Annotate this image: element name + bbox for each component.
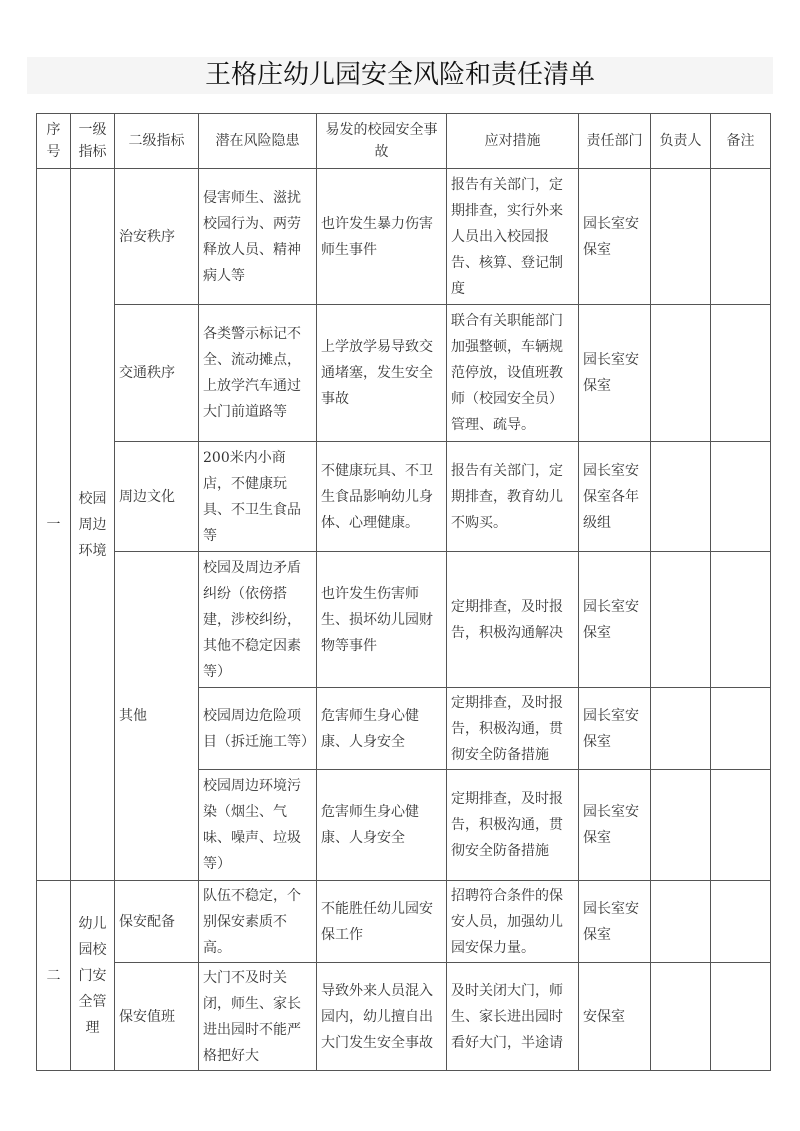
measure-cell: 定期排查，及时报告，积极沟通，贯彻安全防备措施 (447, 688, 579, 770)
measure-cell: 定期排查，及时报告，积极沟通解决 (447, 552, 579, 688)
accident-text: 导致外来人员混入园内，幼儿擅自出大门发生安全事故 (321, 982, 433, 1051)
person-cell (651, 442, 711, 552)
risk-cell: 各类警示标记不全、流动摊点，上放学汽车通过大门前道路等 (199, 305, 317, 442)
person-cell (651, 963, 711, 1071)
risk-cell: 200米内小商店，不健康玩具、不卫生食品等 (199, 442, 317, 552)
table-row (37, 442, 771, 552)
level2-indicator: 保安配备 (115, 881, 199, 963)
measure-cell: 联合有关职能部门加强整顿，车辆规范停放，设值班教师（校园安全员）管理、疏导。 (447, 305, 579, 442)
risk-cell (199, 963, 317, 1071)
dept-cell: 园长室安保室 (579, 770, 651, 881)
table-row (37, 305, 771, 442)
dept-cell: 园长室安保室 (579, 552, 651, 688)
note-cell (711, 770, 771, 881)
table-row (37, 881, 771, 963)
dept-cell: 园长室安保室各年级组 (579, 442, 651, 552)
person-cell (651, 552, 711, 688)
accident-cell: 也许发生暴力伤害师生事件 (317, 169, 447, 305)
person-cell (651, 688, 711, 770)
header-measure: 应对措施 (447, 114, 579, 169)
dept-cell: 安保室 (579, 963, 651, 1071)
note-cell (711, 963, 771, 1071)
accident-cell: 危害师生身心健康、人身安全 (317, 688, 447, 770)
level2-indicator: 其他 (115, 552, 199, 881)
table-row (37, 552, 771, 688)
group-number: 二 (37, 881, 71, 1071)
header-risk: 潜在风险隐患 (199, 114, 317, 169)
header-dept: 责任部门 (579, 114, 651, 169)
measure-cell (447, 963, 579, 1071)
note-cell (711, 305, 771, 442)
header-no: 序号 (37, 114, 71, 169)
person-cell (651, 770, 711, 881)
measure-cell: 报告有关部门，定期排查，实行外来人员出入校园报告、核算、登记制度 (447, 169, 579, 305)
accident-cell (317, 963, 447, 1071)
dept-cell: 园长室安保室 (579, 169, 651, 305)
page-title: 王格庄幼儿园安全风险和责任清单 (204, 60, 595, 90)
level2-indicator: 保安值班 (115, 963, 199, 1071)
header-level2: 二级指标 (115, 114, 199, 169)
accident-cell: 不能胜任幼儿园安保工作 (317, 881, 447, 963)
person-cell (651, 881, 711, 963)
measure-cell: 报告有关部门，定期排查，教育幼儿不购买。 (447, 442, 579, 552)
level1-indicator: 幼儿园校门安全管理 (71, 881, 115, 1071)
measure-cell: 招聘符合条件的保安人员，加强幼儿园安保力量。 (447, 881, 579, 963)
risk-table (36, 113, 771, 1071)
header-row (37, 114, 771, 169)
header-person: 负责人 (651, 114, 711, 169)
risk-text: 大门不及时关闭，师生、家长进出园时不能严格把好大 (203, 969, 301, 1064)
measure-text: 及时关闭大门，师生、家长进出园时看好大门，半途请 (451, 982, 563, 1051)
header-accident: 易发的校园安全事故 (317, 114, 447, 169)
accident-cell: 不健康玩具、不卫生食品影响幼儿身体、心理健康。 (317, 442, 447, 552)
title-bar (27, 57, 773, 94)
measure-cell: 定期排查，及时报告，积极沟通，贯彻安全防备措施 (447, 770, 579, 881)
level1-indicator: 校园周边环境 (71, 169, 115, 881)
note-cell (711, 552, 771, 688)
table-row (37, 169, 771, 305)
dept-cell: 园长室安保室 (579, 688, 651, 770)
note-cell (711, 881, 771, 963)
level2-indicator: 交通秩序 (115, 305, 199, 442)
person-cell (651, 305, 711, 442)
header-note: 备注 (711, 114, 771, 169)
note-cell (711, 688, 771, 770)
dept-cell: 园长室安保室 (579, 305, 651, 442)
risk-cell: 校园周边环境污染（烟尘、气味、噪声、垃圾等） (199, 770, 317, 881)
group-number: 一 (37, 169, 71, 881)
risk-cell: 侵害师生、滋扰校园行为、两劳释放人员、精神病人等 (199, 169, 317, 305)
dept-cell: 园长室安保室 (579, 881, 651, 963)
level2-indicator: 治安秩序 (115, 169, 199, 305)
accident-cell: 危害师生身心健康、人身安全 (317, 770, 447, 881)
table-row (37, 963, 771, 1071)
note-cell (711, 169, 771, 305)
person-cell (651, 169, 711, 305)
note-cell (711, 442, 771, 552)
risk-cell: 校园及周边矛盾纠纷（依傍搭建，涉校纠纷，其他不稳定因素等） (199, 552, 317, 688)
risk-cell: 队伍不稳定，个别保安素质不高。 (199, 881, 317, 963)
risk-cell: 校园周边危险项目（拆迁施工等） (199, 688, 317, 770)
level2-indicator: 周边文化 (115, 442, 199, 552)
accident-cell: 也许发生伤害师生、损坏幼儿园财物等事件 (317, 552, 447, 688)
accident-cell: 上学放学易导致交通堵塞，发生安全事故 (317, 305, 447, 442)
header-level1: 一级指标 (71, 114, 115, 169)
